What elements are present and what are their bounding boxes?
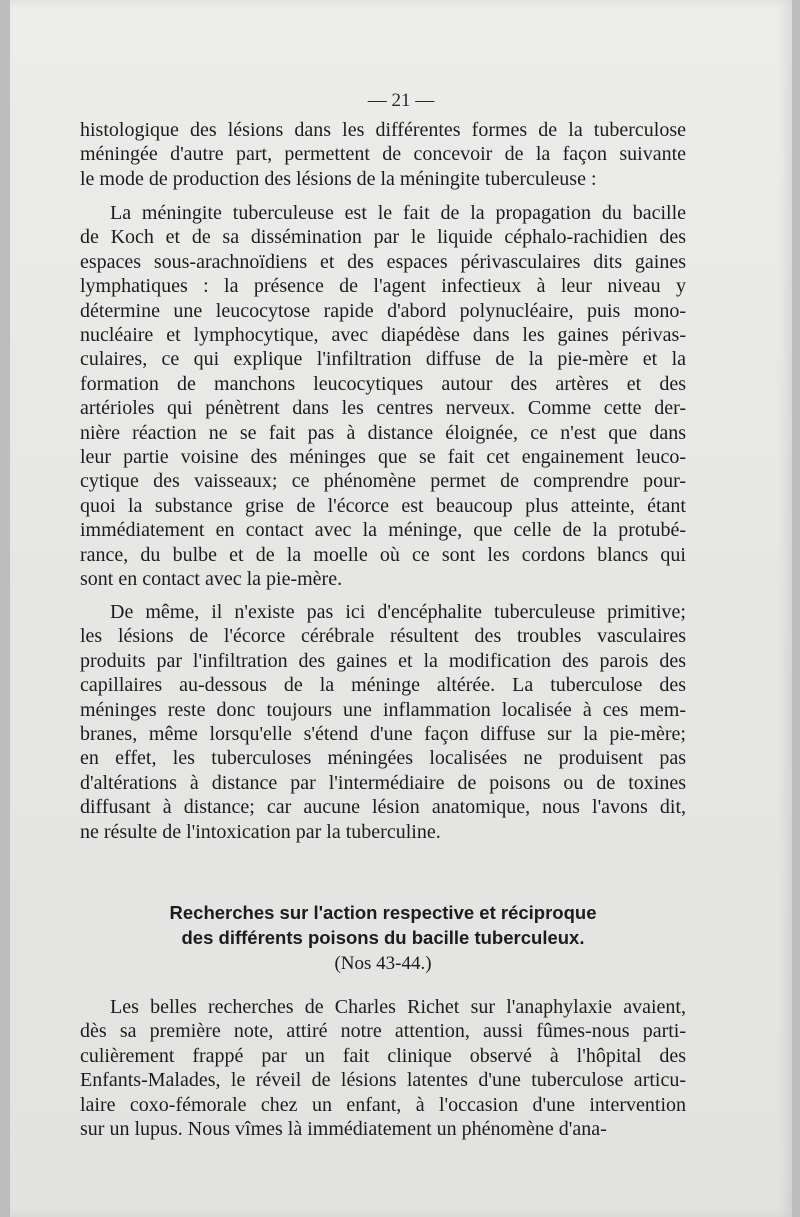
paragraph2-line: artérioles qui pénètrent dans les centres nerveux. Comme cette der-	[80, 397, 686, 420]
paragraph3-line: d'altérations à distance par l'intermédiaire de poisons ou de toxines	[80, 771, 686, 794]
paragraph3-line: branes, même lorsqu'elle s'étend d'une façon diffuse sur la pie-mère;	[80, 723, 686, 746]
section-heading-line-2: des différents poisons du bacille tuberculeux.	[181, 927, 585, 948]
paragraph2-line: leur partie voisine des méninges que se fait cet engainement leuco-	[80, 446, 686, 469]
paragraph2-line: quoi la substance grise de l'écorce est beaucoup plus atteinte, étant	[80, 494, 686, 517]
paragraph3-line: les lésions de l'écorce cérébrale résultent des troubles vasculaires	[80, 625, 686, 648]
paragraph3-line: produits par l'infiltration des gaines et la modification des parois des	[80, 649, 686, 672]
paragraph3-line: diffusant à distance; car aucune lésion anatomique, nous l'avons dit,	[80, 796, 686, 819]
section-heading	[80, 900, 686, 950]
paragraph1-line: le mode de production des lésions de la méningite tuberculeuse :	[80, 167, 597, 190]
paragraph2-line: culaires, ce qui explique l'infiltration diffuse de la pie-mère et la	[80, 348, 686, 371]
paragraph2-line: cytique des vaisseaux; ce phénomène permet de comprendre pour-	[80, 470, 686, 493]
page-number: — 21 —	[367, 90, 435, 111]
paragraph2-line: sont en contact avec la pie-mère.	[80, 568, 343, 591]
paragraph4-line: sur un lupus. Nous vîmes là immédiatement un phénomène d'ana-	[80, 1118, 607, 1141]
paragraph1-line: histologique des lésions dans les différentes formes de la tuberculose	[80, 119, 686, 141]
paragraph-meningite-mechanism	[80, 201, 686, 592]
paragraph4-line: Enfants-Malades, le réveil de lésions latentes d'une tuberculose articu-	[80, 1069, 686, 1092]
paragraph4-line: Les belles recherches de Charles Richet sur l'anaphylaxie avaient,	[110, 996, 686, 1018]
section-heading-line-1: Recherches sur l'action respective et réciproque	[169, 902, 597, 923]
paragraph2-line: immédiatement en contact avec la méninge, que celle de la protubé-	[80, 519, 686, 542]
paragraph1-line: méningée d'autre part, permettent de concevoir de la façon suivante	[80, 143, 686, 166]
document-page	[10, 0, 792, 1217]
paragraph2-line: espaces sous-arachnoïdiens et des espaces périvasculaires dits gaines	[80, 250, 686, 273]
section-reference: (Nos 43-44.)	[334, 953, 432, 974]
paragraph2-line: formation de manchons leucocytiques autour des artères et des	[80, 372, 686, 395]
paragraph3-line: De même, il n'existe pas ici d'encéphalite tuberculeuse primitive;	[110, 601, 686, 623]
paragraph-encephalite	[80, 600, 686, 844]
paragraph3-line: en effet, les tuberculoses méningées localisées ne produisent pas	[80, 747, 686, 770]
paragraph4-line: laire coxo-fémorale chez un enfant, à l'occasion d'une intervention	[80, 1093, 686, 1116]
paragraph3-line: méninges reste donc toujours une inflammation localisée à ces mem-	[80, 698, 686, 721]
paragraph4-line: dès sa première note, attiré notre attention, aussi fûmes-nous parti-	[80, 1020, 686, 1043]
paragraph2-line: nière réaction ne se fait pas à distance éloignée, ce n'est que dans	[80, 421, 686, 444]
paragraph3-line: ne résulte de l'intoxication par la tuberculine.	[80, 820, 441, 843]
paragraph2-line: nucléaire et lymphocytique, avec diapédèse dans les gaines périvas-	[80, 324, 686, 347]
paragraph2-line: rance, du bulbe et de la moelle où ce sont les cordons blancs qui	[80, 543, 686, 566]
paragraph-anaphylaxie	[80, 995, 686, 1141]
paragraph-continued	[80, 118, 686, 191]
paragraph2-line: de Koch et de sa dissémination par le liquide céphalo-rachidien des	[80, 226, 686, 249]
paragraph2-line: lymphatiques : la présence de l'agent infectieux à leur niveau y	[80, 275, 686, 298]
paragraph4-line: culièrement frappé par un fait clinique observé à l'hôpital des	[80, 1044, 686, 1067]
paragraph2-line: détermine une leucocytose rapide d'abord polynucléaire, puis mono-	[80, 299, 686, 322]
paragraph2-line: La méningite tuberculeuse est le fait de la propagation du bacille	[110, 202, 686, 224]
paragraph3-line: capillaires au-dessous de la méninge altérée. La tuberculose des	[80, 674, 686, 697]
